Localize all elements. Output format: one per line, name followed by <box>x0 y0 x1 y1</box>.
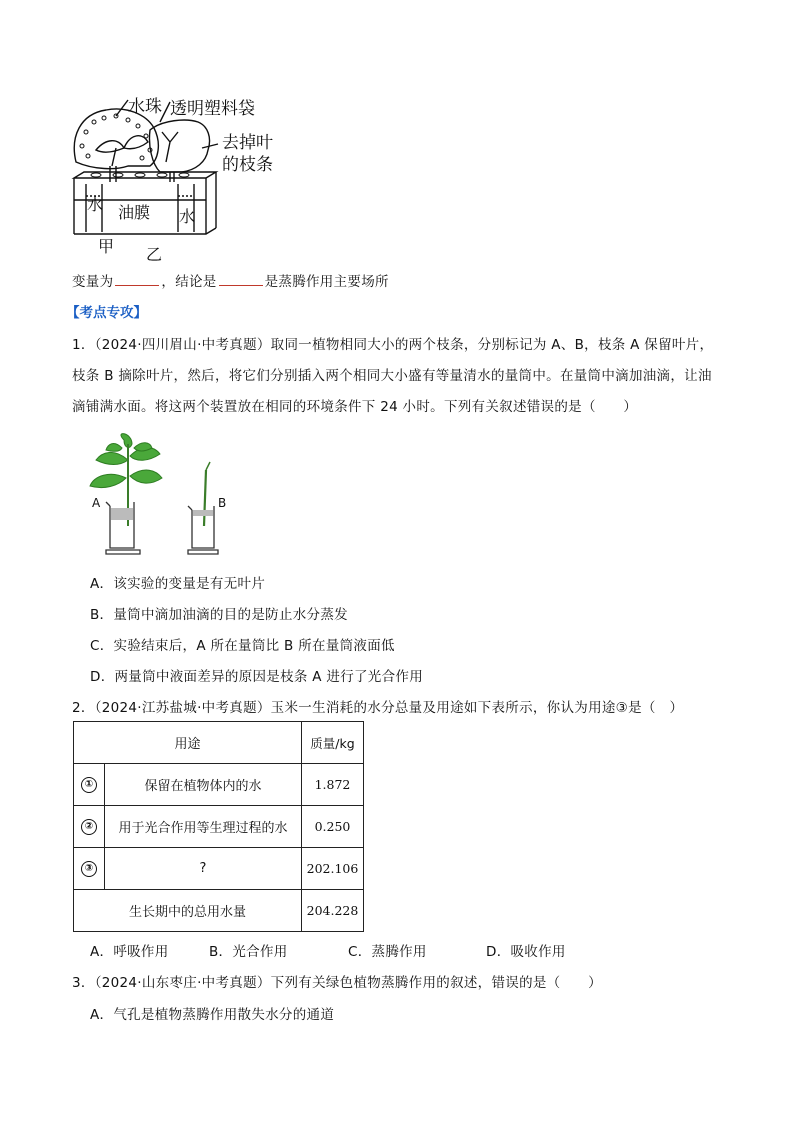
q2-option-a[interactable]: A．呼吸作用 <box>90 944 169 960</box>
q1-option-d[interactable]: D．两量筒中液面差异的原因是枝条 A 进行了光合作用 <box>90 669 424 685</box>
row-desc: ? <box>105 848 302 890</box>
section-title: 【考点专攻】 <box>66 305 147 321</box>
label-oil-film: 油膜 <box>118 203 151 222</box>
blank-2[interactable] <box>219 271 263 286</box>
q3-option-a[interactable]: A．气孔是植物蒸腾作用散失水分的通道 <box>90 1007 335 1023</box>
table-row <box>74 848 364 890</box>
row-value: 1.872 <box>302 764 364 806</box>
table-header-row <box>74 722 364 764</box>
fill-text-3: 是蒸腾作用主要场所 <box>264 274 389 290</box>
q1-line-3: 滴铺满水面。将这两个装置放在相同的环境条件下 24 小时。下列有关叙述错误的是（ ） <box>72 399 638 415</box>
table-total-row <box>74 890 364 932</box>
table-row <box>74 764 364 806</box>
label-yi: 乙 <box>146 245 163 264</box>
q3-line-1: 3．（2024·山东枣庄·中考真题）下列有关绿色植物蒸腾作用的叙述，错误的是（ ） <box>72 975 602 991</box>
fill-text-2: ，结论是 <box>161 274 217 290</box>
q1-option-c[interactable]: C．实验结束后，A 所在量筒比 B 所在量筒液面低 <box>90 638 395 654</box>
q1-line-2: 枝条 B 摘除叶片，然后，将它们分别插入两个相同大小盛有等量清水的量筒中。在量筒中滴加油滴，让油 <box>72 368 712 384</box>
cylinders-drawing <box>84 430 234 556</box>
q1-line-1: 1．（2024·四川眉山·中考真题）取同一植物相同大小的两个枝条，分别标记为 A、B，枝条 A 保留叶片， <box>72 337 714 353</box>
water-usage-table <box>73 721 364 932</box>
row-desc: 保留在植物体内的水 <box>105 764 302 806</box>
total-label: 生长期中的总用水量 <box>74 890 302 932</box>
total-value: 204.228 <box>302 890 364 932</box>
row-value: 0.250 <box>302 806 364 848</box>
header-mass: 质量/kg <box>302 722 364 764</box>
table-row <box>74 806 364 848</box>
q2-option-b[interactable]: B．光合作用 <box>209 944 288 960</box>
label-water-drops: 水珠 <box>128 97 162 117</box>
row-value: 202.106 <box>302 848 364 890</box>
q2-option-c[interactable]: C．蒸腾作用 <box>348 944 427 960</box>
row-desc: 用于光合作用等生理过程的水 <box>105 806 302 848</box>
label-branch-line2: 的枝条 <box>222 155 273 175</box>
row-number: ③ <box>81 861 97 877</box>
q2-option-d[interactable]: D．吸收作用 <box>486 944 566 960</box>
row-number: ② <box>81 819 97 835</box>
label-water-right: 水 <box>179 207 196 226</box>
transpiration-apparatus-figure <box>66 92 286 267</box>
fill-text-1: 变量为 <box>72 274 114 290</box>
row-number: ① <box>81 777 97 793</box>
cylinder-label-a: A <box>92 496 101 510</box>
label-water-left: 水 <box>87 195 104 214</box>
cylinder-figure <box>84 430 234 556</box>
header-use: 用途 <box>74 722 302 764</box>
q1-option-b[interactable]: B．量筒中滴加油滴的目的是防止水分蒸发 <box>90 607 348 623</box>
q1-option-a[interactable]: A．该实验的变量是有无叶片 <box>90 576 266 592</box>
q2-line-1: 2．（2024·江苏盐城·中考真题）玉米一生消耗的水分总量及用途如下表所示，你认为用途③是（ ） <box>72 700 684 716</box>
fill-blank-line <box>72 270 389 290</box>
cylinder-label-b: B <box>218 496 227 510</box>
label-plastic-bag: 透明塑料袋 <box>170 99 255 119</box>
label-branch-line1: 去掉叶 <box>222 133 273 153</box>
blank-1[interactable] <box>115 271 159 286</box>
label-jia: 甲 <box>98 237 115 256</box>
